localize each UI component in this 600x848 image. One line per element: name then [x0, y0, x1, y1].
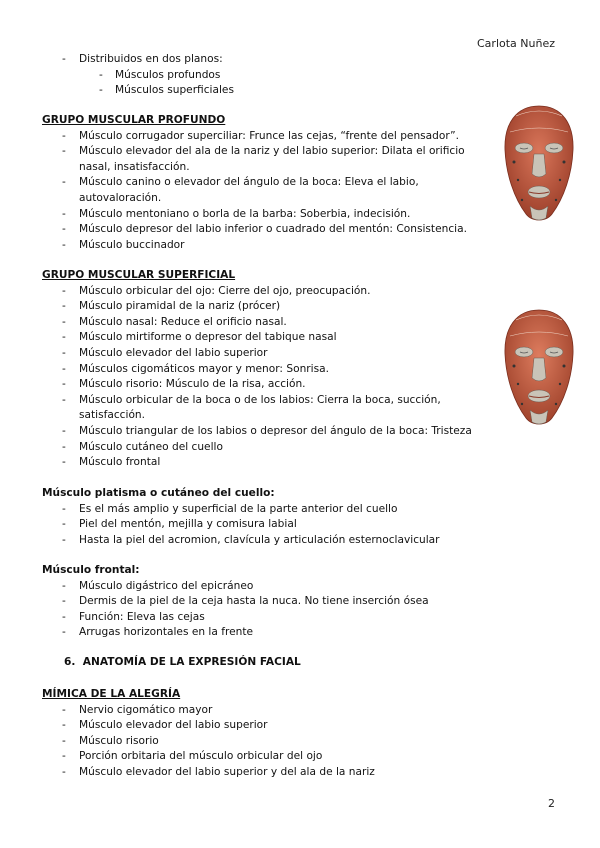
list-item: - Músculo buccinador: [42, 238, 487, 254]
sub-list-item: - Músculos superficiales: [42, 83, 487, 99]
list-item: - Hasta la piel del acromion, clavícula y articulación esternoclavicular: [42, 533, 487, 549]
section-heading: Músculo frontal:: [42, 564, 140, 576]
list-item: - Músculo triangular de los labios o depresor del ángulo de la boca: Tristeza: [42, 424, 487, 440]
list-item: - Músculo orbicular de la boca o de los labios: Cierra la boca, succión, satisfacción.: [42, 393, 479, 424]
numbered-heading: [42, 656, 487, 668]
list-item: - Es el más amplio y superficial de la parte anterior del cuello: [42, 502, 487, 518]
list-item: - Función: Eleva las cejas: [42, 610, 487, 626]
author-name: Carlota Nuñez: [477, 37, 555, 50]
section-frontal: [42, 563, 487, 641]
list-item: - Músculo depresor del labio inferior o cuadrado del mentón: Consistencia.: [42, 222, 487, 238]
section-platisma: [42, 486, 487, 548]
list-item: - Músculo orbicular del ojo: Cierre del ojo, preocupación.: [42, 284, 487, 300]
section-heading: GRUPO MUSCULAR PROFUNDO: [42, 114, 226, 126]
list-item: - Músculo piramidal de la nariz (prócer): [42, 299, 487, 315]
section-mimica-alegria: [42, 687, 487, 781]
list-item: - Músculo nasal: Reduce el orificio nasal.: [42, 315, 487, 331]
list-item: - Arrugas horizontales en la frente: [42, 625, 487, 641]
section-heading: GRUPO MUSCULAR SUPERFICIAL: [42, 269, 236, 281]
page-number: 2: [548, 797, 555, 810]
section-grupo-superficial: [42, 268, 487, 471]
list-item: - Músculo elevador del labio superior: [42, 346, 487, 362]
sub-list-item: - Músculos profundos: [42, 68, 487, 84]
list-item: - Músculo cutáneo del cuello: [42, 440, 487, 456]
face-muscles-illustration: [496, 102, 582, 230]
list-item: - Músculo elevador del labio superior: [42, 718, 487, 734]
list-item: - Músculo risorio: Músculo de la risa, acción.: [42, 377, 487, 393]
list-item: - Músculo canino o elevador del ángulo de la boca: Eleva el labio, autovaloración.: [42, 175, 449, 206]
section-grupo-profundo: [42, 113, 487, 253]
section-6-heading: [42, 656, 487, 668]
list-item: - Músculo elevador del ala de la nariz y del labio superior: Dilata el orificio nasal, insatisfacción.: [42, 144, 487, 175]
list-item: - Nervio cigomático mayor: [42, 703, 487, 719]
list-item: - Músculo risorio: [42, 734, 487, 750]
section-number: 6.: [64, 656, 76, 668]
list-item: - Músculo frontal: [42, 455, 487, 471]
list-item: - Músculo corrugador superciliar: Frunce las cejas, “frente del pensador”.: [42, 129, 487, 145]
list-item: - Porción orbitaria del músculo orbicular del ojo: [42, 749, 487, 765]
list-item: - Piel del mentón, mejilla y comisura labial: [42, 517, 487, 533]
list-item: - Músculo mentoniano o borla de la barba: Soberbia, indecisión.: [42, 207, 487, 223]
face-muscles-illustration: [496, 306, 582, 434]
intro-list: [42, 52, 487, 99]
list-item: - Músculo digástrico del epicráneo: [42, 579, 487, 595]
list-item: - Músculo elevador del labio superior y del ala de la nariz: [42, 765, 487, 781]
list-item: - Músculo mirtiforme o depresor del tabique nasal: [42, 330, 487, 346]
section-title: ANATOMÍA DE LA EXPRESIÓN FACIAL: [82, 656, 301, 668]
list-item: - Distribuidos en dos planos:: [42, 52, 487, 68]
list-item: - Dermis de la piel de la ceja hasta la nuca. No tiene inserción ósea: [42, 594, 487, 610]
section-heading: MÍMICA DE LA ALEGRÍA: [42, 688, 181, 700]
section-heading: Músculo platisma o cutáneo del cuello:: [42, 487, 275, 499]
list-item: - Músculos cigomáticos mayor y menor: Sonrisa.: [42, 362, 487, 378]
